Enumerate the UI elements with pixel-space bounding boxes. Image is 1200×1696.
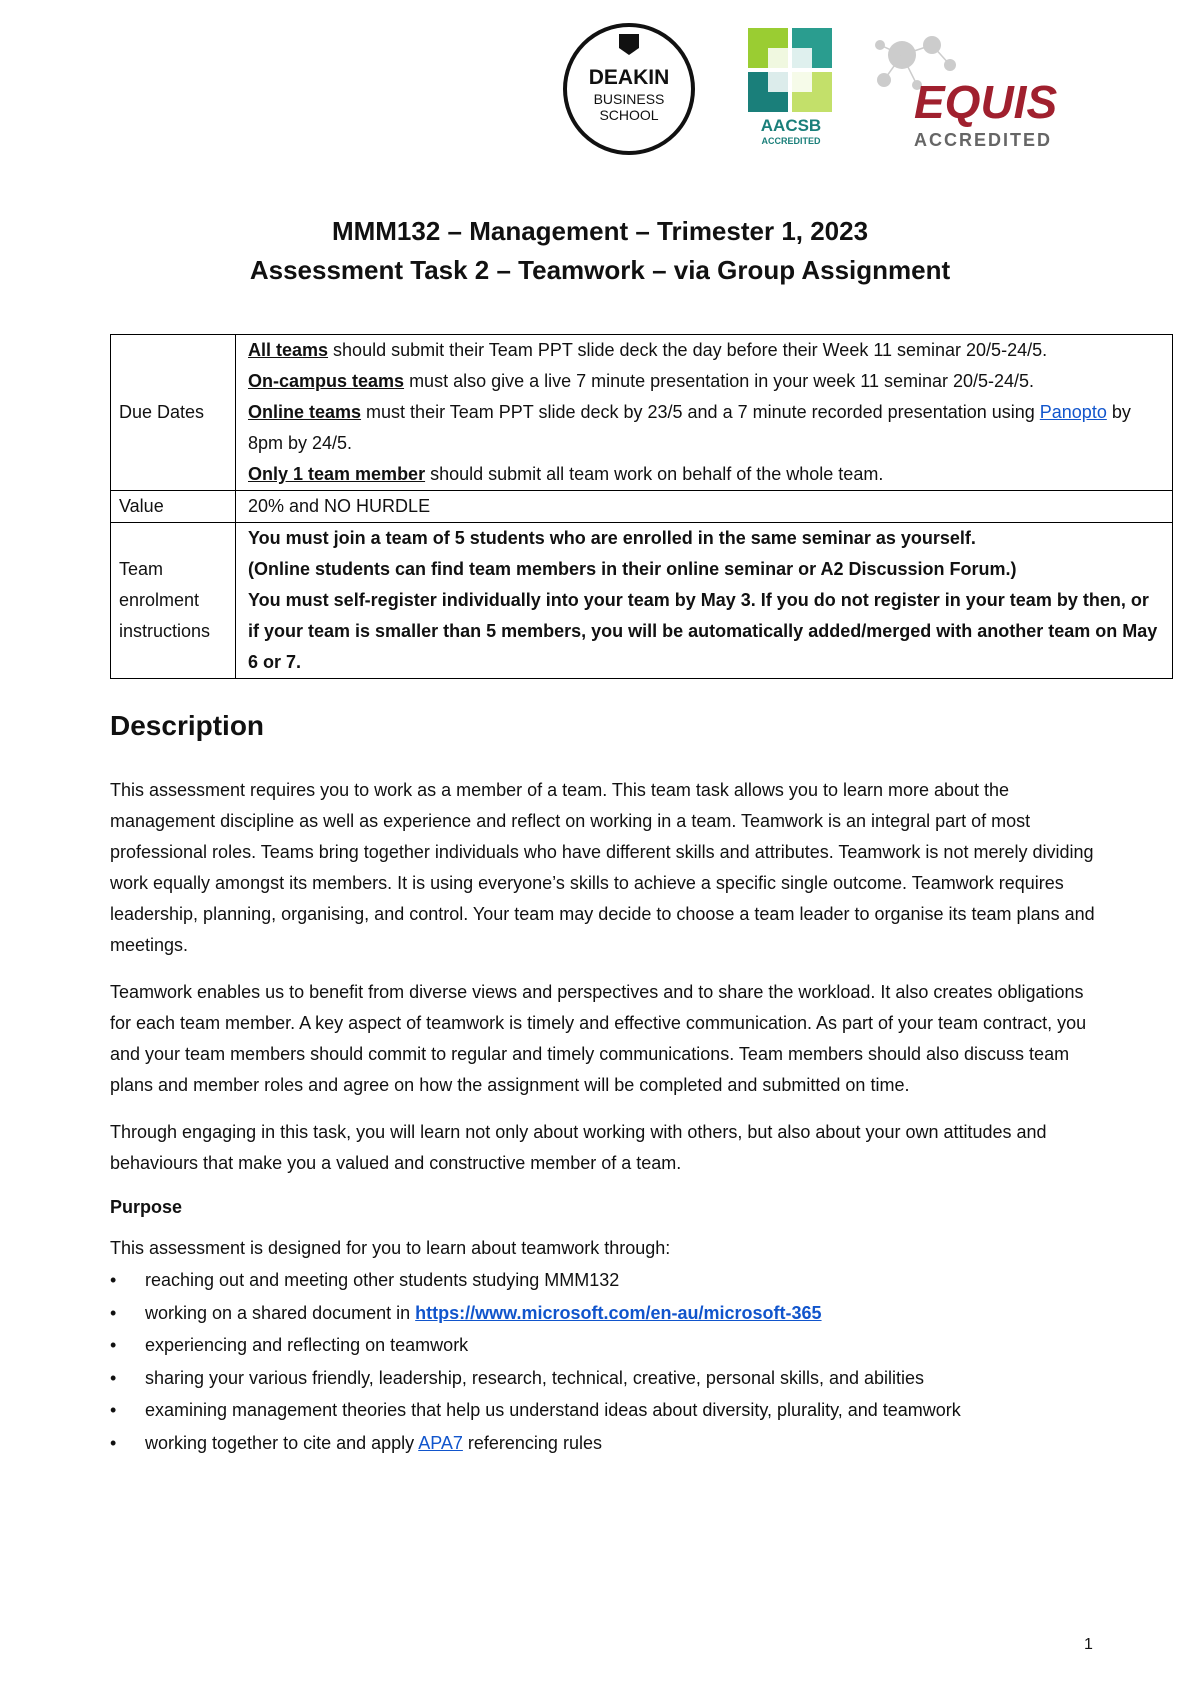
aacsb-accredited-text: ACCREDITED (761, 136, 821, 146)
one-team-member-text: Only 1 team member (248, 464, 426, 484)
assessment-info-table (110, 334, 1173, 679)
deakin-business-school-logo (560, 20, 698, 158)
due-dates-label: Due Dates (111, 335, 236, 491)
list-item: • reaching out and meeting other students studying MMM132 (110, 1264, 1100, 1297)
online-teams-detail: must their Team PPT slide deck by 23/5 and a 7 minute recorded presentation using (361, 402, 1040, 422)
deakin-logo-school: SCHOOL (599, 107, 659, 123)
value-content: 20% and NO HURDLE (236, 491, 1173, 523)
list-item-text: working on a shared document in (145, 1302, 416, 1323)
due-dates-row (111, 335, 1173, 491)
description-heading: Description (110, 710, 265, 741)
all-teams-text: All teams (248, 340, 329, 360)
due-dates-content (236, 335, 1173, 491)
equis-accredited-logo (872, 25, 1067, 155)
join-team-text: You must join a team (248, 528, 428, 548)
equis-accredited-text: ACCREDITED (914, 130, 1053, 150)
on-campus-teams-detail: must also give a live 7 minute presentation in your week 11 seminar 20/5-24/5. (404, 371, 1035, 391)
value-row (111, 491, 1173, 523)
document-title (0, 212, 1200, 290)
team-enrolment-label-line-2: enrolment (119, 590, 200, 610)
online-students-note: (Online students can find team members in their online seminar or A2 Discussion Forum.) (248, 559, 1017, 579)
description-paragraph-3: Through engaging in this task, you will learn not only about working with others, but also about your own attitudes and behaviours that make you a valued and constructive member of a team. (110, 1122, 1047, 1173)
title-line-1: MMM132 – Management – Trimester 1, 2023 (331, 216, 869, 246)
team-enrolment-label-line-3: instructions (119, 621, 211, 641)
join-team-detail: of 5 students who are enrolled in the same seminar as yourself. (427, 528, 976, 548)
list-item: • examining management theories that help us understand ideas about diversity, plurality, and teamwork (110, 1394, 1100, 1427)
equis-logo-text: EQUIS (914, 76, 1058, 128)
on-campus-teams-text: On-campus teams (248, 371, 405, 391)
apa7-link[interactable]: APA7 (418, 1432, 463, 1453)
title-line-2: Assessment Task 2 – Teamwork – via Group Assignment (249, 255, 951, 285)
aacsb-logo-text: AACSB (760, 116, 822, 135)
team-enrolment-label (111, 523, 236, 679)
self-register-text: You must self-register individually (248, 590, 541, 610)
purpose-list (110, 1264, 1100, 1459)
deakin-logo-text: DEAKIN (588, 66, 670, 89)
description-paragraph-2: Teamwork enables us to benefit from diverse views and perspectives and to share the workload. It also creates obligations for each team member. A key aspect of teamwork is timely and effective communication. As part of your team contract, you and your team members should commit to regular and timely communications. Team members should also discuss team plans and member roles and agree on how the assignment will be completed and submitted on time. (110, 982, 1087, 1095)
team-enrolment-content (236, 523, 1173, 679)
list-item (110, 1297, 1100, 1330)
logo-bar (560, 20, 1080, 160)
list-item-text-after: referencing rules (462, 1432, 602, 1453)
panopto-link[interactable]: Panopto (1039, 402, 1107, 422)
list-item: • sharing your various friendly, leadership, research, technical, creative, personal skills, and abilities (110, 1362, 1100, 1395)
online-teams-text: Online teams (248, 402, 362, 422)
description-body (110, 775, 1100, 1459)
page-number: 1 (1084, 1636, 1093, 1653)
purpose-intro: This assessment is designed for you to learn about teamwork through: (110, 1238, 671, 1258)
list-item-text: working together to cite and apply (145, 1432, 419, 1453)
all-teams-detail: should submit their Team PPT slide deck the day before their Week 11 seminar 20/5-24/5. (328, 340, 1048, 360)
deakin-logo-business: BUSINESS (593, 91, 665, 107)
aacsb-accredited-logo (748, 28, 834, 148)
team-enrolment-row (111, 523, 1173, 679)
description-paragraph-1: This assessment requires you to work as a member of a team. This team task allows you to learn more about the management discipline as well as experience and reflect on working in a team. Teamwork is an integral part of most professional roles. Teams bring together individuals who have different skills and attributes. Teamwork is not merely dividing work equally amongst its members. It is using everyone’s skills to achieve a specific single outcome. Teamwork requires leadership, planning, organising, and control. Your team may decide to choose a team leader to organise its team plans and meetings. (110, 780, 1095, 955)
value-label: Value (111, 491, 236, 523)
microsoft-365-link[interactable]: https://www.microsoft.com/en-au/microsoft-365 (415, 1302, 822, 1323)
online-teams-deadline: by 8pm by 24/5. (248, 402, 1131, 453)
purpose-heading: Purpose (110, 1197, 183, 1217)
team-enrolment-label-line-1: Team (119, 559, 164, 579)
one-team-member-detail: should submit all team work on behalf of the whole team. (425, 464, 884, 484)
list-item: • experiencing and reflecting on teamwork (110, 1329, 1100, 1362)
self-register-detail: into your team by May 3. If you do not register in your team by then, or if your team is smaller than 5 members, you will be automatically added/merged with another team on May 6 or 7. (248, 590, 1158, 672)
list-item (110, 1427, 1100, 1460)
